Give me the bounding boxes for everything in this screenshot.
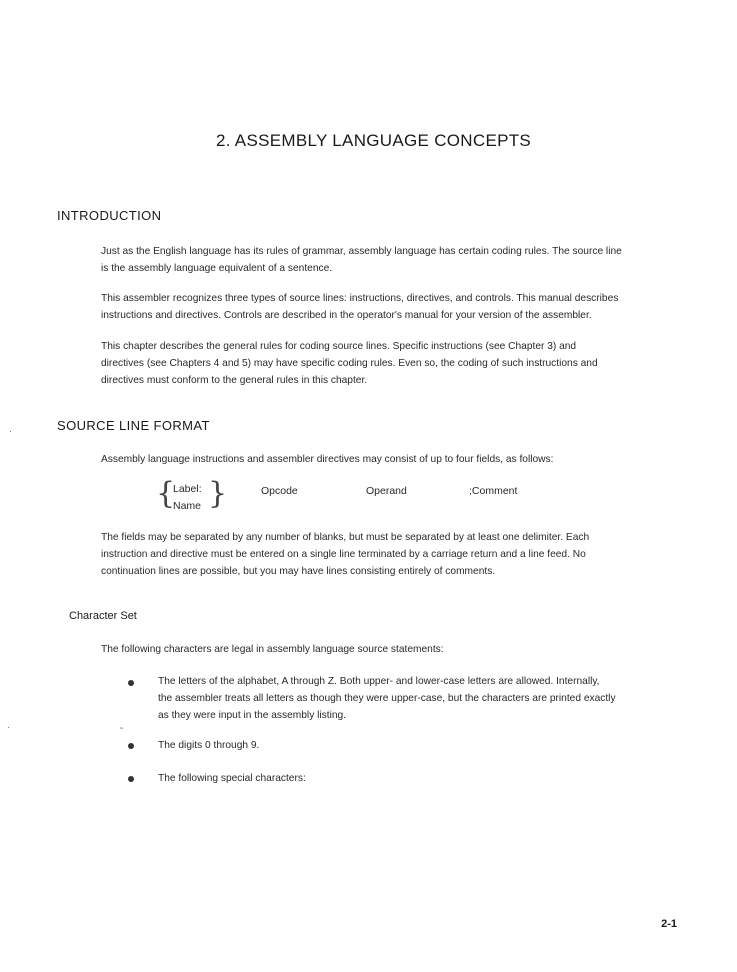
bullet-digits: [158, 737, 259, 754]
intro-paragraph-2: [101, 290, 618, 324]
bullet-3-line-1: The following special characters:: [158, 773, 306, 784]
intro-p1-line-1: Just as the English language has its rules of grammar, assembly language has certain coding rules. The source line: [101, 246, 622, 257]
scan-mark: ˜: [120, 726, 123, 736]
margin-speck: ·: [9, 426, 12, 436]
fields-paragraph: [101, 529, 589, 580]
fields-p-line-3: continuation lines are possible, but you may have lines consisting entirely of comments.: [101, 566, 496, 577]
bullet-letters: [158, 673, 616, 724]
page-number: 2-1: [661, 918, 677, 930]
chapter-title: 2. ASSEMBLY LANGUAGE CONCEPTS: [215, 131, 532, 150]
intro-p3-line-2: directives (see Chapters 4 and 5) may have specific coding rules. Even so, the coding of such instructions and: [101, 358, 598, 369]
bullet-icon: [128, 776, 134, 782]
label-field: Label:: [173, 483, 202, 495]
bullet-1-line-3: as they were input in the assembly listing.: [158, 710, 346, 721]
intro-p3-line-1: This chapter describes the general rules for coding source lines. Specific instructions (see Chapter 3) and: [101, 341, 577, 352]
bullet-1-line-1: The letters of the alphabet, A through Z. Both upper- and lower-case letters are allowed. Internally,: [158, 676, 600, 687]
intro-paragraph-3: [101, 338, 598, 389]
introduction-heading: INTRODUCTION: [57, 208, 162, 223]
left-brace: {: [156, 476, 176, 511]
character-set-heading: Character Set: [69, 610, 137, 622]
field-diagram: [156, 478, 556, 520]
character-set-intro: The following characters are legal in assembly language source statements:: [101, 644, 444, 655]
intro-p2-line-2: instructions and directives. Controls are described in the operator's manual for your version of the assembler.: [101, 310, 592, 321]
name-field: Name: [173, 500, 202, 512]
source-line-intro: Assembly language instructions and assembler directives may consist of up to four fields, as follows:: [101, 454, 554, 465]
bullet-icon: [128, 743, 134, 749]
source-line-format-heading: SOURCE LINE FORMAT: [57, 418, 210, 433]
intro-paragraph-1: [101, 243, 622, 277]
bullet-1-line-2: the assembler treats all letters as though they were upper-case, but the characters are printed exactly: [158, 693, 616, 704]
bullet-special-chars: [158, 770, 306, 787]
fields-p-line-2: instruction and directive must be entered on a single line terminated by a carriage return and a line feed. No: [101, 549, 586, 560]
opcode-field: Opcode: [261, 485, 298, 497]
right-brace: }: [208, 476, 228, 511]
bullet-2-line-1: The digits 0 through 9.: [158, 740, 260, 751]
operand-field: Operand: [366, 485, 407, 497]
intro-p3-line-3: directives must conform to the general rules in this chapter.: [101, 375, 368, 386]
fields-p-line-1: The fields may be separated by any number of blanks, but must be separated by at least one delimiter. Each: [101, 532, 590, 543]
comment-field: ;Comment: [469, 485, 518, 497]
intro-p2-line-1: This assembler recognizes three types of source lines: instructions, directives, and controls. This manual describes: [101, 293, 619, 304]
bullet-icon: [128, 680, 134, 686]
intro-p1-line-2: is the assembly language equivalent of a sentence.: [101, 263, 333, 274]
margin-speck-2: ·: [7, 722, 10, 732]
